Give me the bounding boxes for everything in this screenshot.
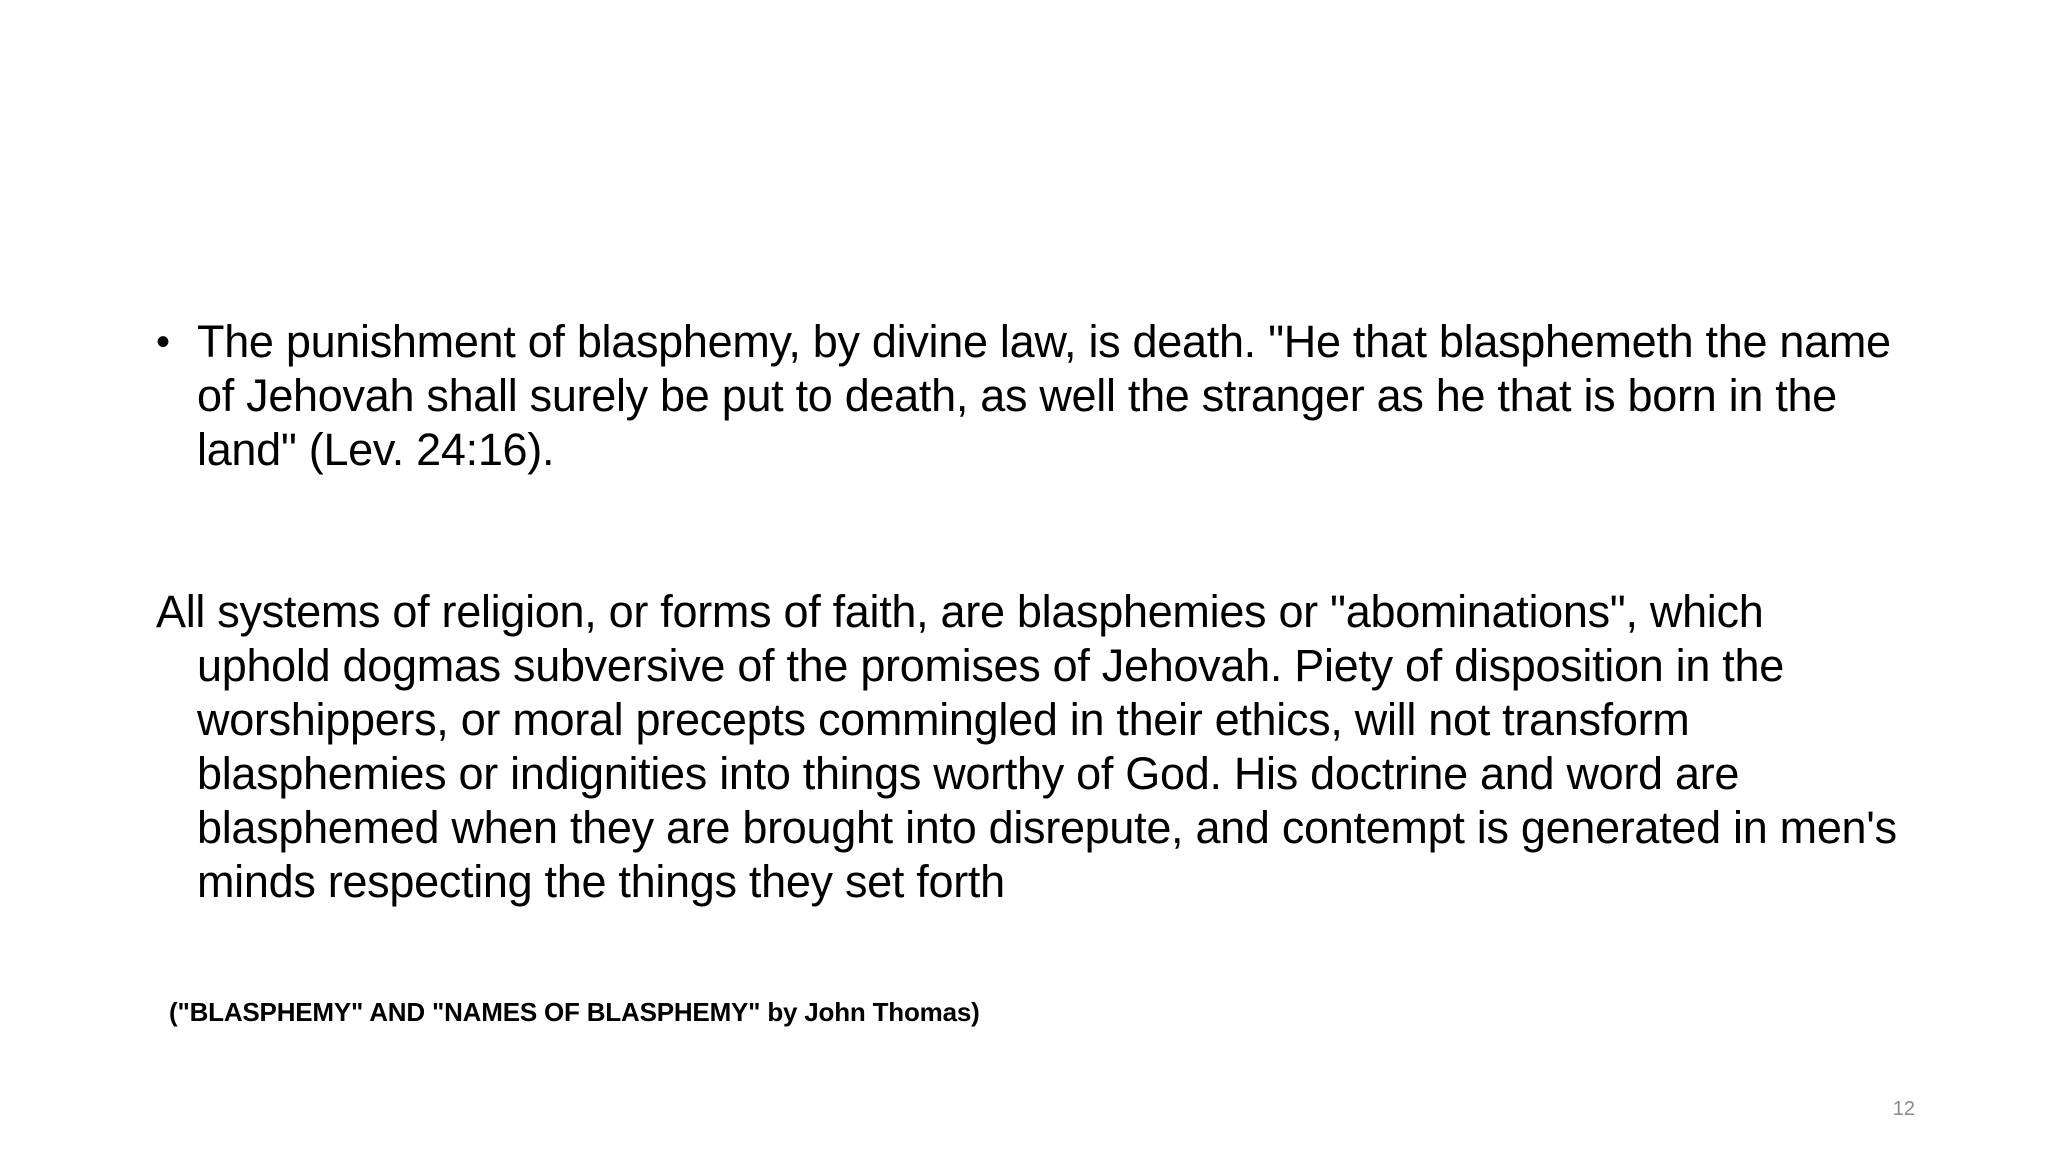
bullet-item (156, 315, 1906, 477)
slide-number: 12 (1892, 1098, 1915, 1120)
body-paragraph: All systems of religion, or forms of faith, are blasphemies or "abominations", which uphold dogmas subversive of the promises of Jehovah. Piety of disposition in the worshippers, or moral precepts commingled in their ethics, will not transform blasphemies or indignities into things worthy of God. His doctrine and word are blasphemed when they are brought into disrepute, and contempt is generated in men's minds respecting the things they set forth (156, 586, 1897, 907)
citation: ("BLASPHEMY" AND "NAMES OF BLASPHEMY" by John Thomas) (169, 997, 980, 1027)
bullet-text: The punishment of blasphemy, by divine law, is death. "He that blasphemeth the name of Jehovah shall surely be put to death, as well the stranger as he that is born in the land" (Lev. 24:16). (197, 316, 1891, 475)
bullet-icon: • (156, 320, 170, 364)
slide-body (156, 315, 1906, 909)
